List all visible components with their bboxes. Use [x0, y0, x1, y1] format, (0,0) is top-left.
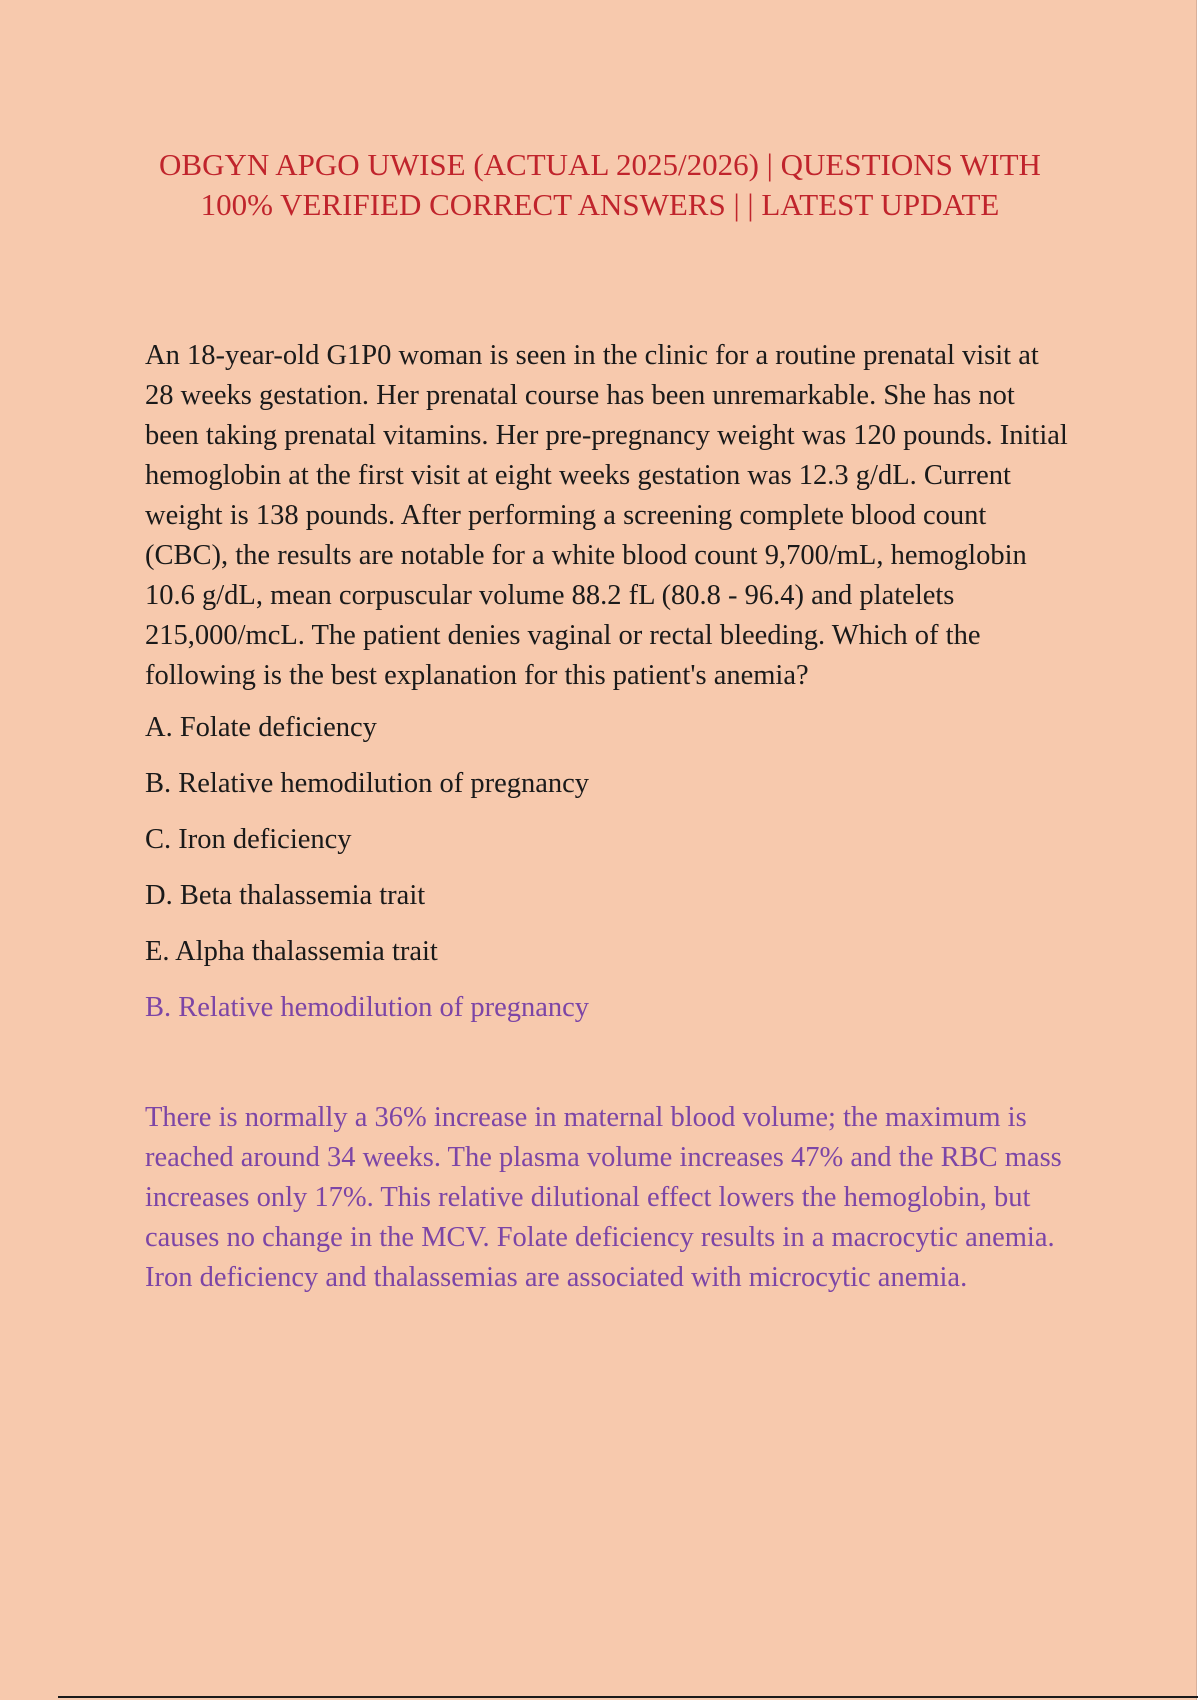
- option-c: C. Iron deficiency: [145, 824, 352, 855]
- option-a: A. Folate deficiency: [145, 712, 377, 743]
- answer-options: [145, 708, 1070, 972]
- document-title: OBGYN APGO UWISE (ACTUAL 2025/2026) | QUESTIONS WITH 100% VERIFIED CORRECT ANSWERS | | LATEST UPDATE: [159, 147, 1041, 222]
- option-d: D. Beta thalassemia trait: [145, 880, 426, 911]
- option-b: B. Relative hemodilution of pregnancy: [145, 768, 590, 799]
- answer-explanation: There is normally a 36% increase in maternal blood volume; the maximum is reached around 34 weeks. The plasma volume increases 47% and the RBC mass increases only 17%. This relative dilutional effect lowers the hemoglobin, but causes no change in the MCV. Folate deficiency results in a macrocytic anemia. Iron deficiency and thalassemias are associated with microcytic anemia.: [145, 1102, 1062, 1293]
- question-stem: An 18-year-old G1P0 woman is seen in the clinic for a routine prenatal visit at 28 weeks gestation. Her prenatal course has been unremarkable. She has not been taking prenatal vitamins. Her pre-pregnancy weight was 120 pounds. Initial hemoglobin at the first visit at eight weeks gestation was 12.3 g/dL. Current weight is 138 pounds. After performing a screening complete blood count (CBC), the results are notable for a white blood count 9,700/mL, hemoglobin 10.6 g/dL, mean corpuscular volume 88.2 fL (80.8 - 96.4) and platelets 215,000/mcL. The patient denies vaginal or rectal bleeding. Which of the following is the best explanation for this patient's anemia?: [145, 340, 1068, 691]
- footer-divider: [58, 1696, 1198, 1698]
- correct-answer: B. Relative hemodilution of pregnancy: [145, 992, 590, 1023]
- option-e: E. Alpha thalassemia trait: [145, 936, 438, 967]
- question-block: [145, 336, 1070, 1298]
